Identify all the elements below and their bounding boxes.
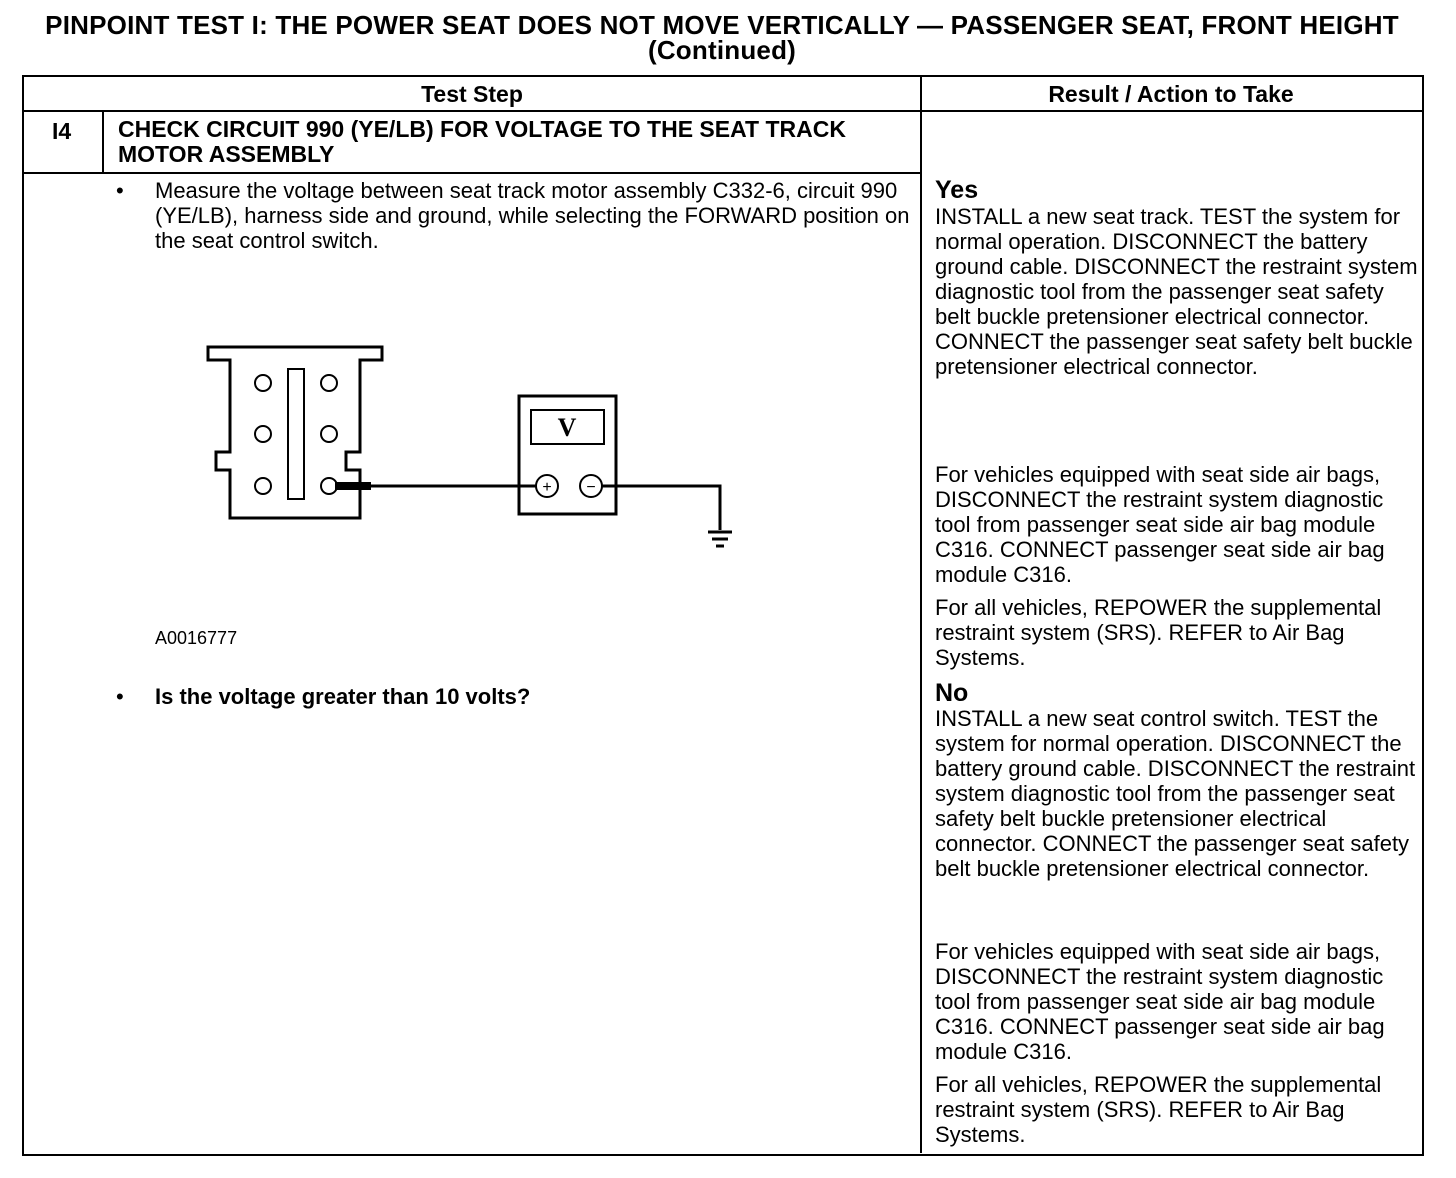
terminal-positive-symbol: + (542, 479, 552, 496)
connector-pin (255, 375, 271, 391)
header-test-step: Test Step (421, 81, 523, 107)
result-yes-action-3: For all vehicles, REPOWER the supplemental restraint system (SRS). REFER to Air Bag Systems. (935, 595, 1382, 670)
connector-pin (255, 478, 271, 494)
connector-voltmeter-diagram (190, 330, 750, 560)
result-no-action-1: INSTALL a new seat control switch. TEST the system for normal operation. DISCONNECT the battery ground cable. DISCONNECT the restraint system diagnostic tool from the passenger seat safety belt buckle pretensioner electrical connector. CONNECT the passenger seat safety belt buckle pretensioner electrical connector. (935, 706, 1416, 881)
lead-negative (602, 486, 720, 530)
connector-pin-c332-6 (321, 478, 337, 494)
step-title-divider (22, 172, 921, 174)
bullet-instruction: • (116, 178, 124, 203)
step-question: Is the voltage greater than 10 volts? (155, 684, 531, 709)
voltmeter-symbol: V (557, 413, 577, 442)
result-no-label: No (935, 679, 969, 707)
connector-center-key (288, 369, 304, 499)
result-no-action-2: For vehicles equipped with seat side air bags, DISCONNECT the restraint system diagnostic tool from passenger seat side air bag module C316. CONNECT passenger seat side air bag module C316. (935, 939, 1385, 1064)
column-divider (920, 76, 922, 1153)
connector-pin (255, 426, 271, 442)
terminal-negative-symbol: − (586, 479, 596, 496)
step-instruction: Measure the voltage between seat track motor assembly C332-6, circuit 990 (YE/LB), harness side and ground, while selecting the FORWARD position on the seat control switch. (155, 178, 910, 253)
result-no-action-3: For all vehicles, REPOWER the supplemental restraint system (SRS). REFER to Air Bag Systems. (935, 1072, 1382, 1147)
step-id-divider (102, 111, 104, 173)
header-divider (22, 110, 1422, 112)
header-result: Result / Action to Take (1048, 81, 1294, 107)
result-yes-action-2: For vehicles equipped with seat side air bags, DISCONNECT the restraint system diagnostic tool from passenger seat side air bag module C316. CONNECT passenger seat side air bag module C316. (935, 462, 1385, 587)
step-title: CHECK CIRCUIT 990 (YE/LB) FOR VOLTAGE TO THE SEAT TRACK MOTOR ASSEMBLY (118, 116, 846, 167)
bullet-question: • (116, 684, 124, 709)
figure-id: A0016777 (155, 628, 238, 648)
connector-pin (321, 375, 337, 391)
result-yes-label: Yes (935, 176, 979, 204)
connector-outline (208, 347, 382, 518)
connector-pin (321, 426, 337, 442)
result-yes-action-1: INSTALL a new seat track. TEST the system for normal operation. DISCONNECT the battery ground cable. DISCONNECT the restraint system diagnostic tool from the passenger seat safety belt buckle pretensioner electrical connector. CONNECT the passenger seat safety belt buckle pretensioner electrical connector. (935, 204, 1418, 379)
step-id: I4 (52, 118, 72, 144)
page-title: PINPOINT TEST I: THE POWER SEAT DOES NOT MOVE VERTICALLY — PASSENGER SEAT, FRONT HEIGHT (Continued) (45, 10, 1399, 65)
probe-tip (335, 482, 371, 490)
